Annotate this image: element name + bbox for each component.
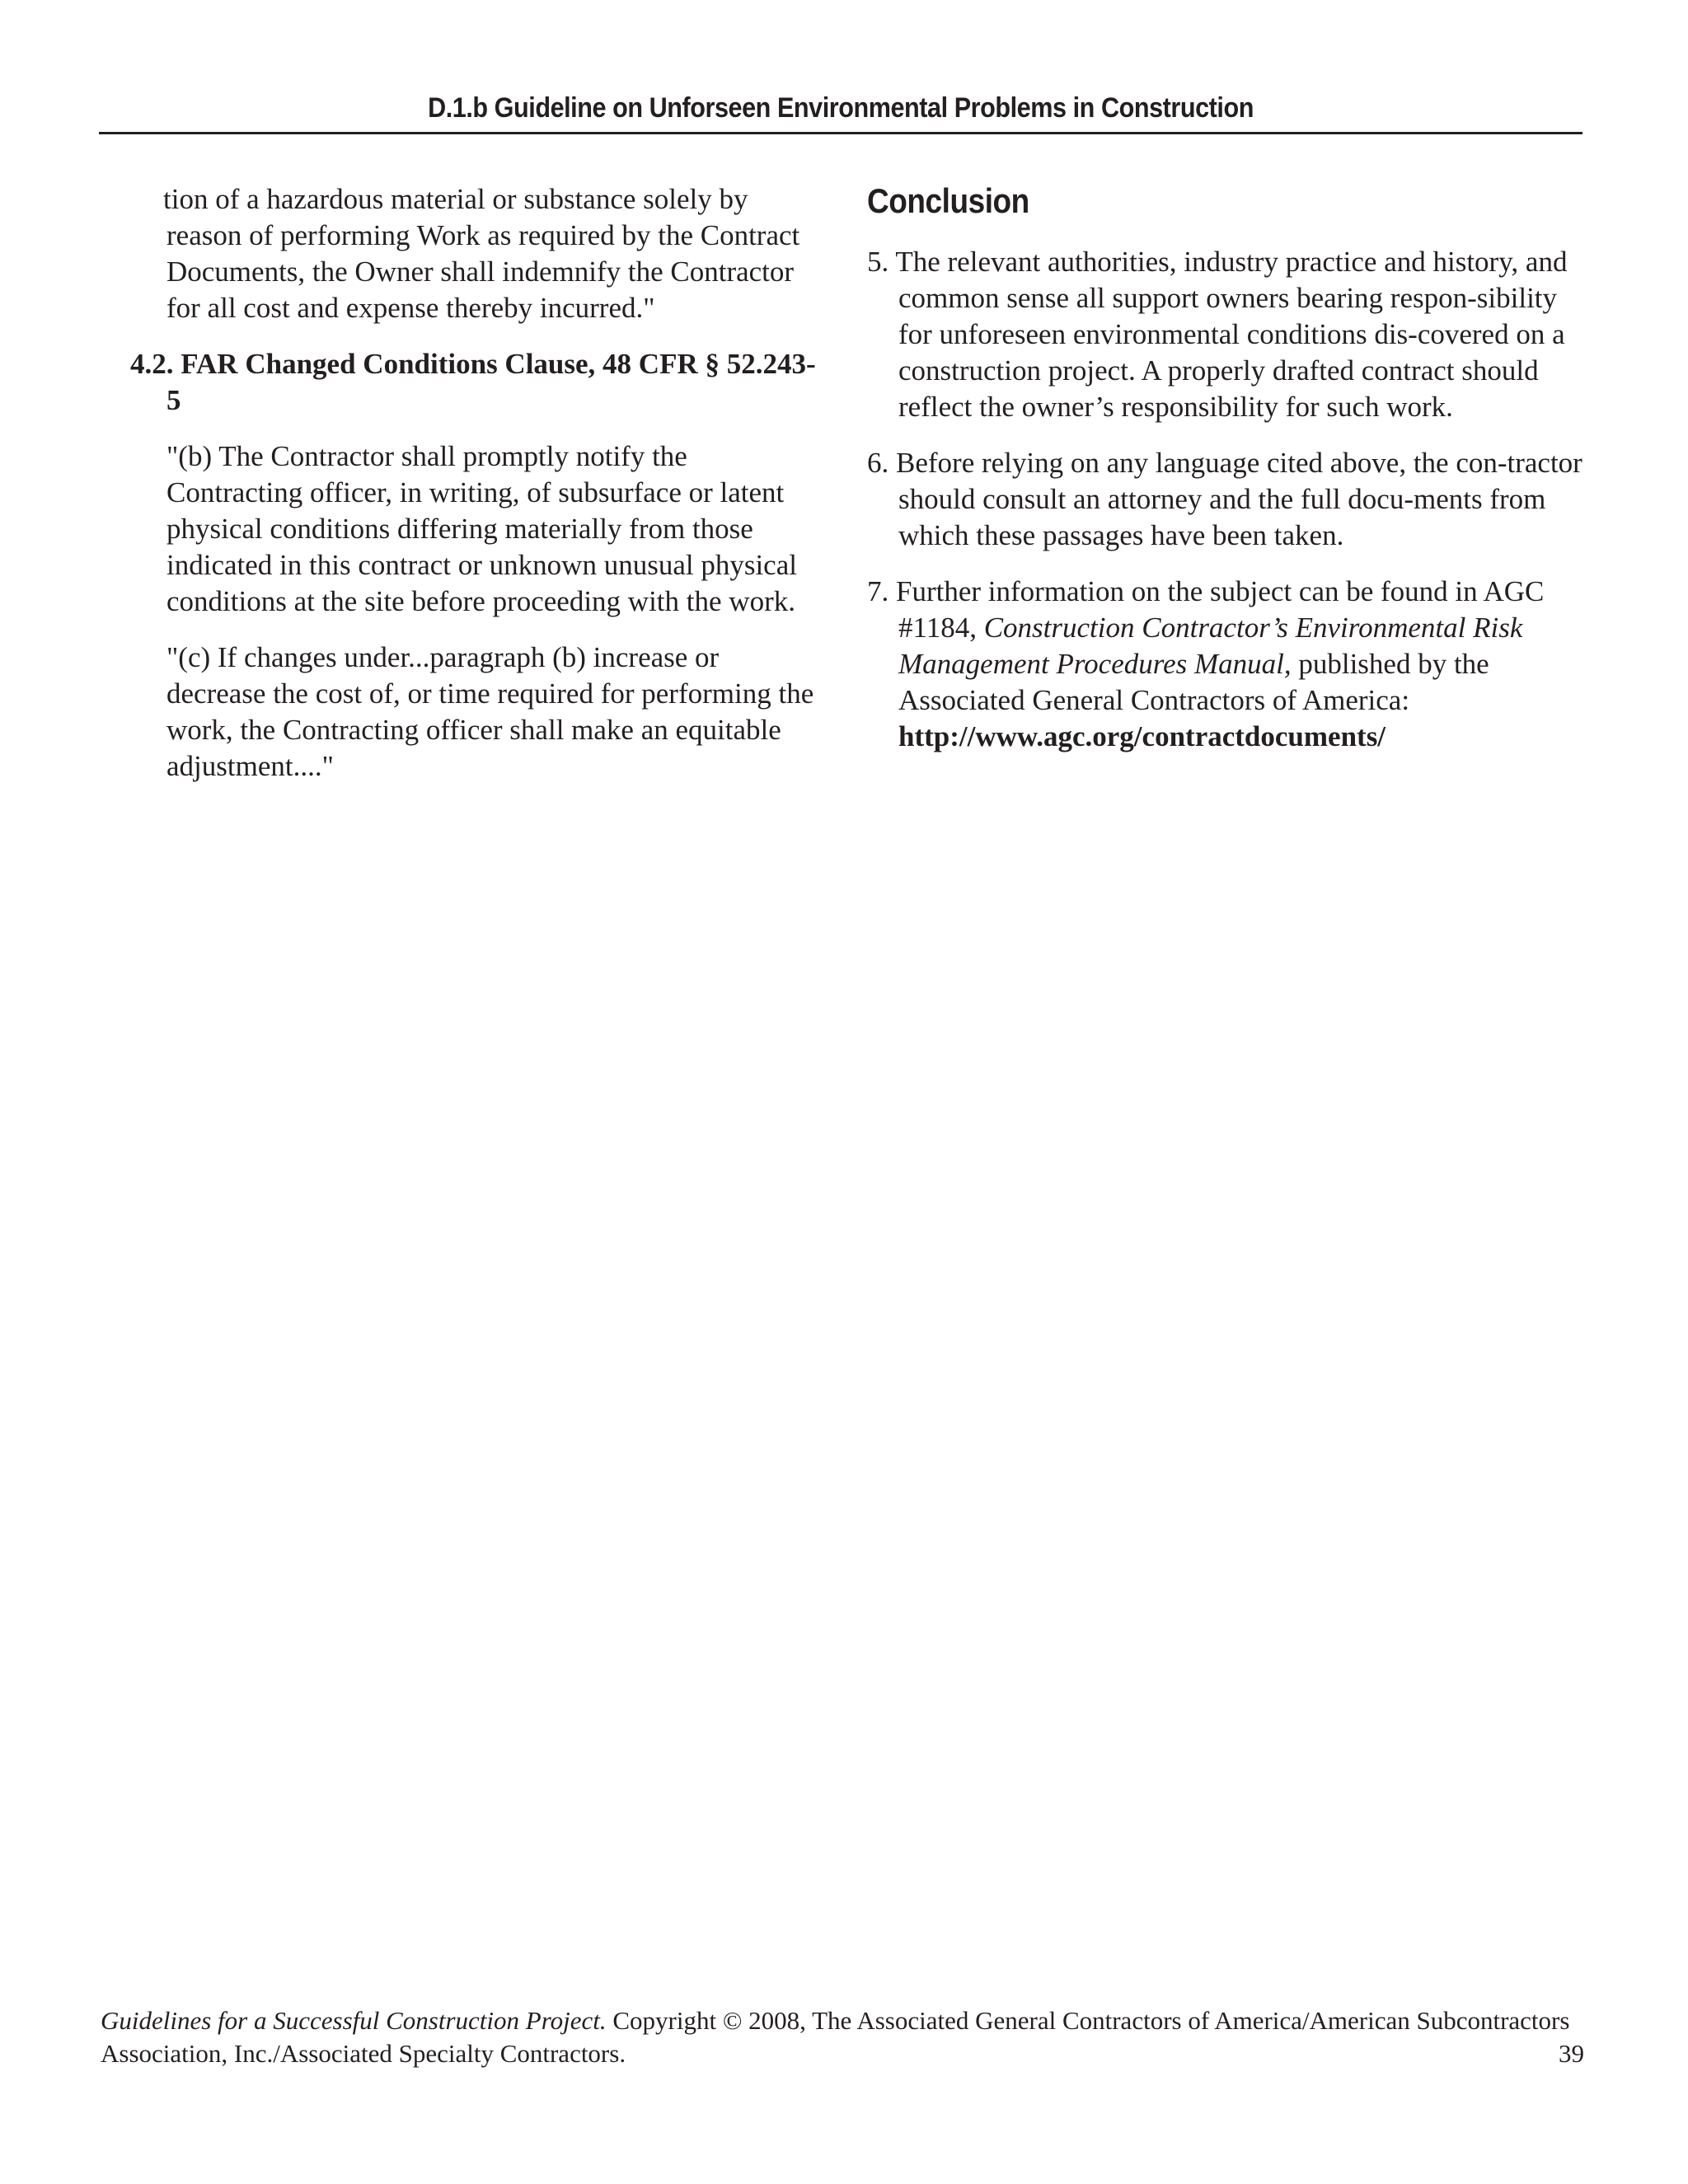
quote-paragraph-b: "(b) The Contractor shall promptly notify the Contracting officer, in writing, of subsurface or latent physical conditions differing materially from those indicated in this contract or unknown unusual physical conditions at the site before proceeding with the work. <box>166 440 797 617</box>
page-number: 39 <box>1559 2039 1584 2068</box>
left-column <box>130 181 823 804</box>
conclusion-item-5: 5. The relevant authorities, industry practice and history, and common sense all support owners bearing respon-sibility for unforeseen environmental conditions dis-covered on a construction project. A properly drafted contract should reflect the owner’s responsibility for such work. <box>867 246 1568 423</box>
header-rule <box>99 132 1582 134</box>
quote-paragraph-c: "(c) If changes under...paragraph (b) increase or decrease the cost of, or time required for performing the work, the Contracting officer shall make an equitable adjustment...." <box>166 641 814 782</box>
conclusion-item-6: 6. Before relying on any language cited above, the con-tractor should consult an attorney and the full docu-ments from which these passages have been taken. <box>867 447 1582 551</box>
item7-book-title: Construction Contractor’s Environmental Risk Management Procedures Manual, <box>898 612 1523 680</box>
footer-copyright: Copyright © 2008, The Associated General Contractors of America/American Subcontractors Association, Inc./Associated Specialty Contractors. <box>101 2006 1570 2068</box>
far-clause-heading: 4.2. FAR Changed Conditions Clause, 48 CFR § 52.243-5 <box>130 348 816 416</box>
quote-continuation-paragraph: tion of a hazardous material or substance solely by reason of performing Work as required by the Contract Documents, the Owner shall indemnify the Contractor for all cost and expense thereby incurred." <box>163 183 800 324</box>
footer-book-title: Guidelines for a Successful Construction Project. <box>101 2006 607 2035</box>
agc-contract-documents-link[interactable]: http://www.agc.org/contractdocuments/ <box>898 720 1386 752</box>
conclusion-item-7 <box>867 574 1592 755</box>
right-column <box>867 181 1592 775</box>
item7-intro-text: 7. Further information on the subject can be found in AGC #1184, <box>867 575 1545 644</box>
page-footer <box>101 2004 1584 2070</box>
conclusion-heading: Conclusion <box>867 181 1029 220</box>
item7-after-title-text: published by the Associated General Contractors of America: <box>898 648 1489 716</box>
running-header-title: D.1.b Guideline on Unforseen Environmental Problems in Construction <box>428 92 1254 124</box>
